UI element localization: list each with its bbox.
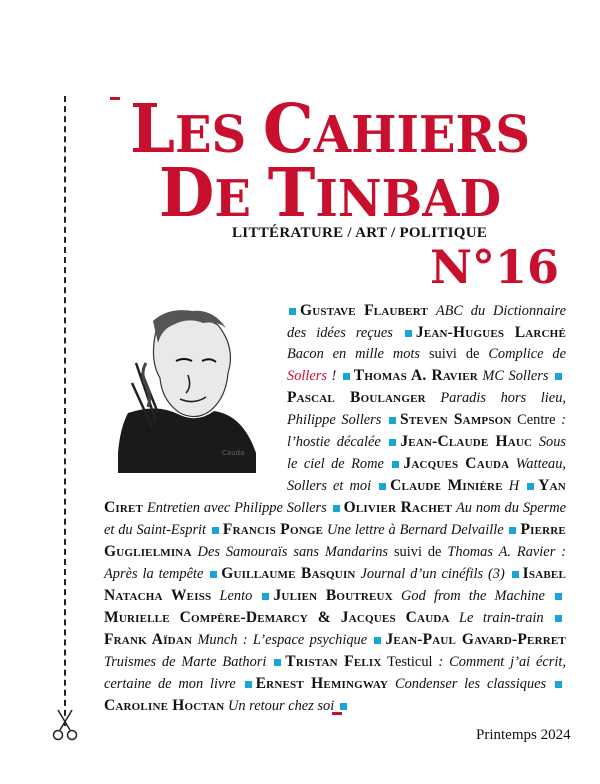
toc-title-segment: Lento (219, 588, 253, 604)
toc-author: Isabel Natacha Weiss (104, 565, 566, 604)
toc-title-segment: Condenser les classiques (395, 676, 547, 692)
issue-number: N°16 (430, 240, 560, 294)
bullet-square (555, 373, 562, 380)
toc-author: Jean-Hugues Larché (415, 324, 566, 341)
bullet-square (379, 483, 386, 490)
bullet-square (555, 615, 562, 622)
bullet-square (392, 461, 399, 468)
toc-author: Gustave Flaubert (300, 302, 428, 319)
bullet-square (210, 571, 217, 578)
toc-title-segment: Centre (511, 412, 562, 428)
toc-title-segment: Des Samouraïs sans Mandarins (197, 544, 389, 560)
toc-title-segment: H (508, 478, 520, 494)
toc-title-segment: Thomas A. Ravier : Après la tempête (104, 544, 567, 582)
bullet-square (389, 439, 396, 446)
bullet-square (245, 681, 252, 688)
svg-text:Cauda: Cauda (222, 449, 245, 457)
season-label: Printemps 2024 (476, 727, 571, 743)
toc-title-segment: : Comment j’ai écrit, certaine de mon livre (104, 654, 567, 692)
toc-title-segment (532, 434, 539, 450)
dashed-cut-line (64, 96, 66, 726)
toc-title-segment: Journal d’un cinéfils (3) (360, 566, 505, 582)
toc-title-segment: Un retour chez soi (228, 698, 335, 714)
toc-author: Frank Aïdan (104, 631, 193, 648)
bullet-square (512, 571, 519, 578)
bullet-square (289, 308, 296, 315)
bullet-square (262, 593, 269, 600)
portrait-wrap-space (104, 302, 287, 486)
toc-title-segment: Une lettre à Bernard Delvaille (327, 522, 504, 538)
toc-author: Yan Ciret (104, 477, 566, 516)
toc-title-segment: MC Sollers (482, 368, 549, 384)
subtitle: LITTÉRATURE / ART / POLITIQUE (232, 225, 488, 241)
title-line-1: LES CAHIERS (129, 90, 531, 169)
bullet-square (374, 637, 381, 644)
bullet-square (389, 417, 396, 424)
toc-title-segment (388, 676, 395, 692)
toc-title-segment: ABC du Dictionnaire des idées reçues (287, 303, 566, 341)
bullet-square (527, 483, 534, 490)
bullet-square (405, 330, 412, 337)
toc-title-segment: suivi de (388, 544, 448, 560)
toc-title-segment (393, 588, 401, 604)
toc-title-segment: Le train-train (459, 610, 544, 626)
toc-author: Pierre Guglielmina (104, 521, 566, 560)
toc-title-segment: Watteau, Sollers et moi (287, 456, 566, 494)
toc-author: Jean-Claude Hauc (400, 433, 533, 450)
toc-title-segment: suivi de (420, 346, 489, 362)
toc-title-segment: God from the Machine (401, 588, 545, 604)
toc-title-segment: Au nom du Sperme et du Saint-Esprit (104, 500, 566, 538)
toc-author: Thomas A. Ravier (353, 367, 478, 384)
toc-title-segment: Entretien avec Philippe Sollers (146, 500, 327, 516)
toc-title-segment (450, 610, 459, 626)
toc-author: Olivier Rachet (343, 499, 453, 516)
toc-title-segment (426, 390, 441, 406)
toc-author: Murielle Compère-Demarcy & Jacques Cauda (104, 609, 450, 626)
toc-title-segment: Paradis hors lieu, Philippe Sollers (287, 390, 566, 428)
toc-author: Jacques Cauda (403, 455, 510, 472)
toc-author: Julien Boutreux (273, 587, 393, 604)
toc-author: Caroline Hoctan (104, 697, 225, 714)
toc-author: Ernest Hemingway (255, 675, 389, 692)
toc-title-segment: ! (326, 368, 337, 384)
toc-title-segment: Complice de (488, 346, 566, 362)
toc-author: Francis Ponge (222, 521, 324, 538)
toc-title-segment (211, 588, 219, 604)
bullet-square (274, 659, 281, 666)
toc-title-segment: Sollers (287, 368, 327, 384)
toc-title-segment (428, 303, 436, 319)
toc-author: Pascal Boulanger (287, 389, 426, 406)
bullet-square (343, 373, 350, 380)
bullet-square (555, 681, 562, 688)
toc-title-segment: Munch : L’espace psychique (197, 632, 368, 648)
scissors-icon (52, 708, 78, 742)
bullet-square (333, 505, 340, 512)
table-of-contents (104, 300, 566, 717)
toc-author: Jean-Paul Gavard-Perret (385, 631, 566, 648)
toc-author: Claude Minière (390, 477, 503, 494)
bullet-square (555, 593, 562, 600)
bullet-square (509, 527, 516, 534)
toc-title-segment: Sous le ciel de Rome (287, 434, 566, 472)
bullet-square (212, 527, 219, 534)
toc-author: Guillaume Basquin (221, 565, 356, 582)
toc-author: Steven Sampson (400, 411, 512, 428)
toc-title-segment: : l’hostie décalée (287, 412, 566, 450)
toc-title-segment: Testicul (381, 654, 439, 670)
title-line-2: DE TINBAD (158, 154, 502, 233)
bullet-square (340, 703, 347, 710)
toc-author: Tristan Felix (285, 653, 382, 670)
toc-title-segment: Truismes de Marte Bathori (104, 654, 267, 670)
toc-title-segment: Bacon en mille mots (287, 346, 421, 362)
